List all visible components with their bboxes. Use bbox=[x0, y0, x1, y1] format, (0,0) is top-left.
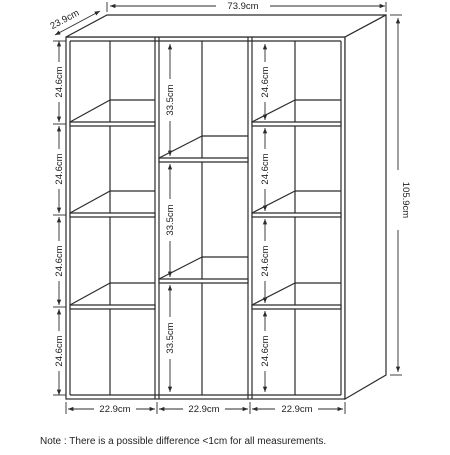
middle-shelf-1 bbox=[159, 158, 248, 162]
middle-shelf-2 bbox=[159, 279, 248, 283]
middle-height-label-3: 33.5cm bbox=[165, 322, 176, 354]
left-shelf-1 bbox=[70, 122, 155, 126]
right-height-label-2: 24.6cm bbox=[260, 153, 271, 185]
left-height-label-3: 24.6cm bbox=[54, 245, 65, 277]
column-width-label-2: 22.9cm bbox=[188, 404, 220, 415]
middle-height-label-1: 33.5cm bbox=[165, 84, 176, 116]
column-width-label-3: 22.9cm bbox=[281, 404, 313, 415]
overall-width-label: 73.9cm bbox=[227, 1, 259, 12]
left-shelf-3 bbox=[70, 305, 155, 309]
left-height-label-1: 24.6cm bbox=[54, 66, 65, 98]
middle-height-labels bbox=[164, 79, 176, 359]
left-height-label-2: 24.6cm bbox=[54, 153, 65, 185]
bookcase-front-frame bbox=[66, 37, 345, 399]
overall-height-label: 105.9cm bbox=[400, 181, 411, 219]
bookcase bbox=[66, 15, 386, 399]
depth-label: 23.9cm bbox=[48, 7, 82, 32]
column-width-label-1: 22.9cm bbox=[99, 404, 131, 415]
right-shelf-2 bbox=[252, 213, 341, 217]
right-height-label-1: 24.6cm bbox=[260, 66, 271, 98]
right-height-label-3: 24.6cm bbox=[260, 245, 271, 277]
measurement-note: Note : There is a possible difference <1cm for all measurements. bbox=[40, 436, 327, 447]
right-height-label-4: 24.6cm bbox=[260, 335, 271, 367]
right-shelf-1 bbox=[252, 122, 341, 126]
left-shelf-2 bbox=[70, 213, 155, 217]
bookcase-side-panel bbox=[345, 15, 386, 399]
right-shelf-3 bbox=[252, 305, 341, 309]
left-height-label-4: 24.6cm bbox=[54, 335, 65, 367]
bookcase-top-surface bbox=[66, 15, 386, 37]
middle-height-label-2: 33.5cm bbox=[165, 204, 176, 236]
bottom-width-labels bbox=[99, 404, 312, 415]
